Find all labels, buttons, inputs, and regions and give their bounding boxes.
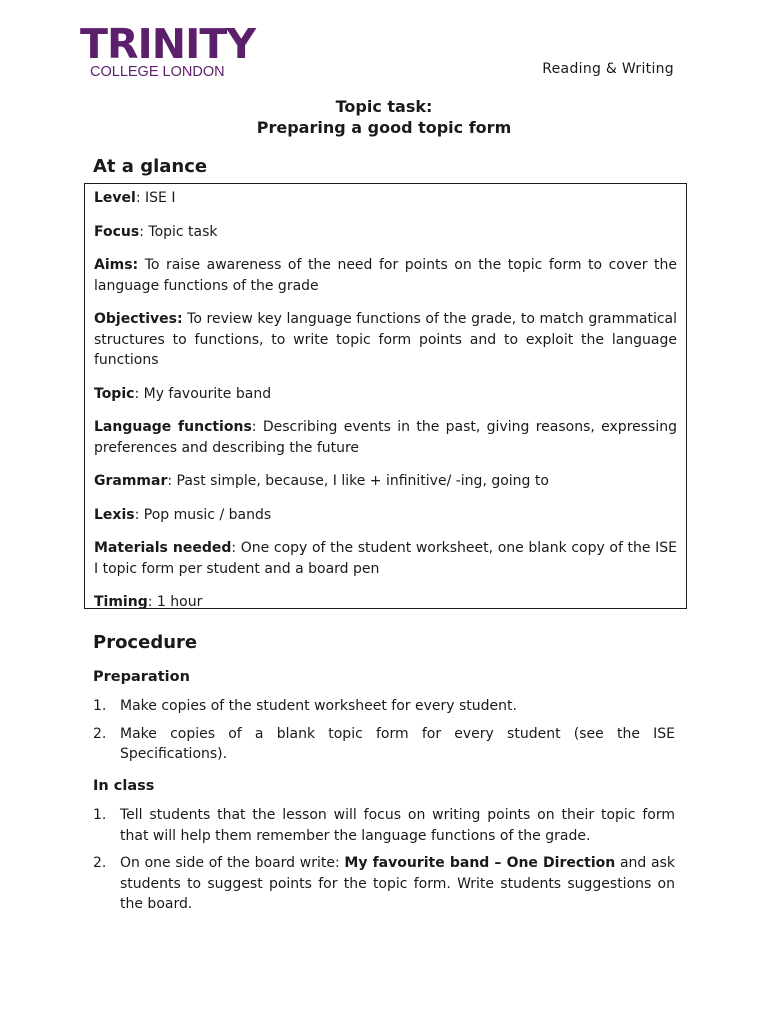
list-item: 2. On one side of the board write: My favourite band – One Direction and ask students to suggest points for the topic form. Write students suggestions on the board. <box>93 855 675 912</box>
logo-subtitle: COLLEGE LONDON <box>90 64 225 80</box>
preparation-heading: Preparation <box>93 669 190 685</box>
glance-item-aims: Aims: To raise awareness of the need for points on the topic form to cover the language functions of the grade <box>94 257 678 294</box>
trinity-logo <box>80 20 280 80</box>
title-line-1: Topic task: <box>335 97 433 116</box>
page-title <box>0 96 768 138</box>
in-class-steps <box>93 805 675 922</box>
glance-item-focus: Focus: Topic task <box>94 223 218 240</box>
at-a-glance-box <box>84 183 687 609</box>
list-item: 1. Make copies of the student worksheet for every student. <box>93 698 517 714</box>
glance-item-materials: Materials needed: One copy of the student worksheet, one blank copy of the ISE I topic form per student and a board pen <box>94 540 678 577</box>
list-item: 1. Tell students that the lesson will focus on writing points on their topic form that will help them remember the language functions of the grade. <box>93 807 675 844</box>
logo-wordmark: TRINITY <box>80 20 256 68</box>
glance-item-topic: Topic: My favourite band <box>94 385 272 402</box>
glance-item-level: Level: ISE I <box>94 190 176 206</box>
section-label: Reading & Writing <box>542 61 674 77</box>
preparation-steps <box>93 696 675 772</box>
glance-item-language-functions: Language functions: Describing events in the past, giving reasons, expressing preferences and describing the future <box>94 419 677 456</box>
glance-item-timing: Timing: 1 hour <box>94 594 203 610</box>
glance-item-lexis: Lexis: Pop music / bands <box>94 506 272 523</box>
title-line-2: Preparing a good topic form <box>256 118 512 137</box>
glance-item-grammar: Grammar: Past simple, because, I like + infinitive/ -ing, going to <box>94 473 549 489</box>
procedure-heading: Procedure <box>93 632 198 653</box>
glance-item-objectives: Objectives: To review key language functions of the grade, to match grammatical structures to functions, to write topic form points and to exploit the language functions <box>94 311 677 368</box>
at-a-glance-heading: At a glance <box>93 156 208 177</box>
list-item: 2. Make copies of a blank topic form for every student (see the ISE Specifications). <box>93 725 675 762</box>
in-class-heading: In class <box>93 778 155 794</box>
